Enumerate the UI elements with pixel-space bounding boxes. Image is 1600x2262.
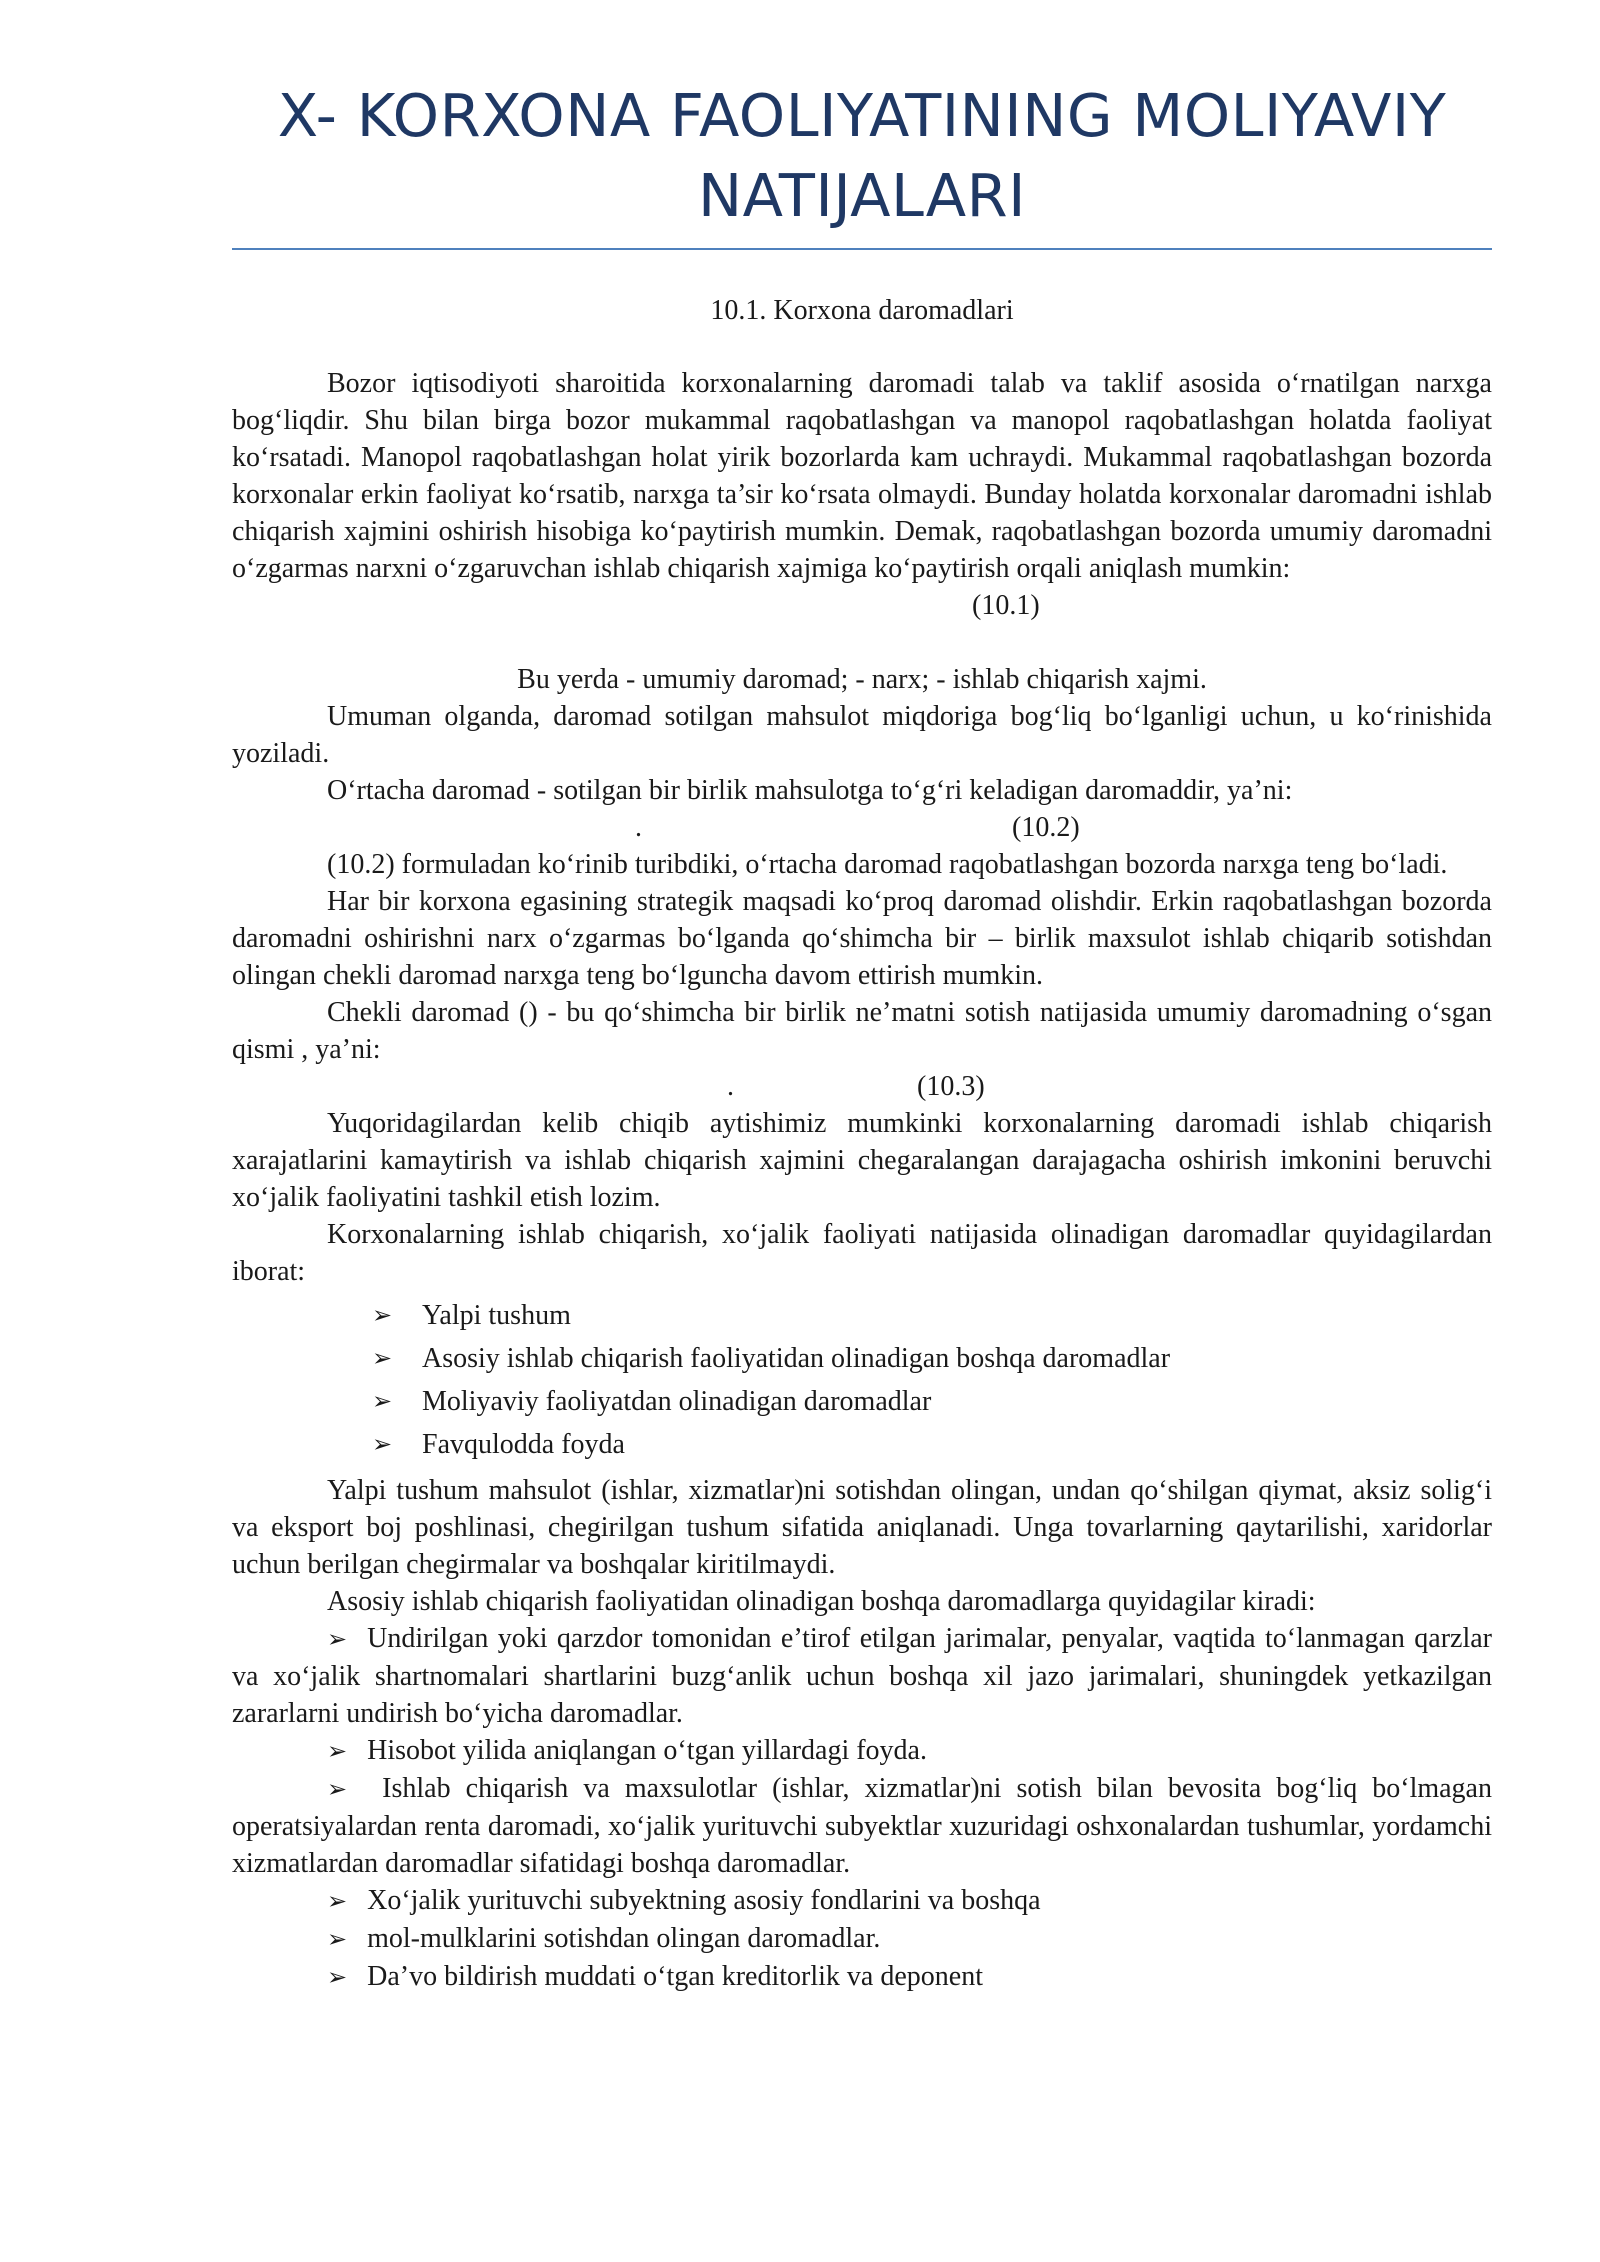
paragraph-market-income: Bozor iqtisodiyoti sharoitida korxonalarning daromadi talab va taklif asosida oʻrnatilgan narxga bogʻliqdir. Shu bilan birga bozor mukammal raqobatlashgan va manopol raqobatlashgan holatda faoliyat koʻrsatadi. Manopol raqobatlashgan holat yirik bozorlarda kam uchraydi. Mukammal raqobatlashgan bozorda korxonalar erkin faoliyat koʻrsatib, narxga ta’sir koʻrsata olmaydi. Bunday holatda korxonalar daromadni ishlab chiqarish xajmini oshirish hisobiga koʻpaytirish mumkin. Demak, raqobatlashgan bozorda umumiy daromadni oʻzgarmas narxni oʻzgaruvchan ishlab chiqarish xajmiga koʻpaytirish orqali aniqlash mumkin: xyxy=(232,368,1492,584)
paragraph-gross-revenue: Yalpi tushum mahsulot (ishlar, xizmatlar)ni sotishdan olingan, undan qoʻshilgan qiymat, aksiz soligʻi va eksport boj poshlinasi, chegirilgan tushum sifatida aniqlanadi. Unga tovarlarning qaytarilishi, xaridorlar uchun berilgan chegirmalar va boshqalar kiritilmaydi. xyxy=(232,1475,1492,1580)
list-item: ➢ Asosiy ishlab chiqarish faoliyatidan olinadigan boshqa daromadlar xyxy=(232,1337,1492,1380)
arrow-bullet-icon: ➢ xyxy=(372,1387,393,1415)
formula-number: (10.3) xyxy=(917,1071,985,1102)
arrow-bullet-icon: ➢ xyxy=(327,1887,348,1915)
list-item: ➢ Yalpi tushum xyxy=(232,1294,1492,1337)
paragraph-average-income: Oʻrtacha daromad - sotilgan bir birlik mahsulotga toʻgʻri keladigan daromaddir, ya’ni: xyxy=(327,775,1293,806)
list-item: ➢ mol-mulklarini sotishdan olingan daromadlar. xyxy=(327,1923,881,1954)
formula-dot: . xyxy=(635,812,642,843)
paragraph-income-types: Korxonalarning ishlab chiqarish, xoʻjalik faoliyati natijasida olinadigan daromadlar quyidagilardan iborat: xyxy=(232,1219,1492,1287)
arrow-bullet-icon: ➢ xyxy=(372,1344,393,1372)
arrow-bullet-icon: ➢ xyxy=(372,1301,393,1329)
chapter-title-line-2: NATIJALARI xyxy=(697,161,1027,230)
list-item: ➢ Hisobot yilida aniqlangan oʻtgan yillardagi foyda. xyxy=(327,1735,927,1766)
formula-number: (10.1) xyxy=(972,590,1040,621)
section-heading: 10.1. Korxona daromadlari xyxy=(710,295,1014,326)
where-line: Bu yerda - umumiy daromad; - narx; - ishlab chiqarish xajmi. xyxy=(517,664,1207,695)
list-item: ➢ Da’vo bildirish muddati oʻtgan kreditorlik va deponent xyxy=(327,1961,983,1992)
chapter-title-line-1: X- KORXONA FAOLIYATINING MOLIYAVIY xyxy=(277,81,1447,150)
title-underline xyxy=(232,248,1492,250)
document-body xyxy=(232,365,1492,1996)
arrow-bullet-icon: ➢ xyxy=(327,1925,348,1953)
list-item: ➢ Ishlab chiqarish va maxsulotlar (ishlar, xizmatlar)ni sotish bilan bevosita bogʻliq boʻlmagan operatsiyalardan renta daromadi, xoʻjalik yurituvchi subyektlar xuzuridagi oshxonalardan tushumlar, yordamchi xizmatlardan daromadlar sifatidagi boshqa daromadlar. xyxy=(232,1773,1492,1879)
formula-10-2 xyxy=(232,809,1492,846)
arrow-bullet-icon: ➢ xyxy=(372,1430,393,1458)
formula-10-1 xyxy=(232,587,1492,624)
arrow-bullet-icon: ➢ xyxy=(327,1775,348,1803)
formula-number: (10.2) xyxy=(1012,812,1080,843)
paragraph-marginal-income: Chekli daromad () - bu qoʻshimcha bir birlik ne’matni sotish natijasida umumiy daromadning oʻsgan qismi , ya’ni: xyxy=(232,997,1492,1065)
paragraph-conclusion: Yuqoridagilardan kelib chiqib aytishimiz mumkinki korxonalarning daromadi ishlab chiqarish xarajatlarini kamaytirish va ishlab chiqarish xajmini chegaralangan darajagacha oshirish imkonini beruvchi xoʻjalik faoliyatini tashkil etish lozim. xyxy=(232,1108,1492,1213)
formula-spacer xyxy=(232,624,1492,661)
paragraph-formula-note: (10.2) formuladan koʻrinib turibdiki, oʻrtacha daromad raqobatlashgan bozorda narxga teng boʻladi. xyxy=(327,849,1448,880)
paragraph-other-income: Asosiy ishlab chiqarish faoliyatidan olinadigan boshqa daromadlarga quyidagilar kiradi: xyxy=(327,1586,1316,1617)
list-item: ➢ Favqulodda foyda xyxy=(232,1423,1492,1466)
list-item: ➢ Moliyaviy faoliyatdan olinadigan daromadlar xyxy=(232,1380,1492,1423)
paragraph-strategy: Har bir korxona egasining strategik maqsadi koʻproq daromad olishdir. Erkin raqobatlashgan bozorda daromadni oshirishni narx oʻzgarmas boʻlganda qoʻshimcha bir – birlik maxsulot ishlab chiqarib sotishdan olingan chekli daromad narxga teng boʻlguncha davom ettirish mumkin. xyxy=(232,886,1492,991)
formula-dot: . xyxy=(727,1071,734,1102)
paragraph-general: Umuman olganda, daromad sotilgan mahsulot miqdoriga bogʻliq boʻlganligi uchun, u koʻrinishida yoziladi. xyxy=(232,701,1492,769)
list-item: ➢ Xoʻjalik yurituvchi subyektning asosiy fondlarini va boshqa xyxy=(327,1885,1041,1916)
arrow-bullet-icon: ➢ xyxy=(327,1963,348,1991)
arrow-bullet-icon: ➢ xyxy=(327,1737,348,1765)
income-types-list xyxy=(232,1294,1492,1466)
list-item: ➢ Undirilgan yoki qarzdor tomonidan e’tirof etilgan jarimalar, penyalar, vaqtida toʻlanmagan qarzlar va xoʻjalik shartnomalari shartlarini buzgʻanlik uchun boshqa xil jazo jarimalari, shuningdek yetkazilgan zararlarni undirish boʻyicha daromadlar. xyxy=(232,1623,1492,1729)
chapter-title xyxy=(232,76,1492,236)
arrow-bullet-icon: ➢ xyxy=(327,1625,348,1653)
formula-10-3 xyxy=(232,1068,1492,1105)
